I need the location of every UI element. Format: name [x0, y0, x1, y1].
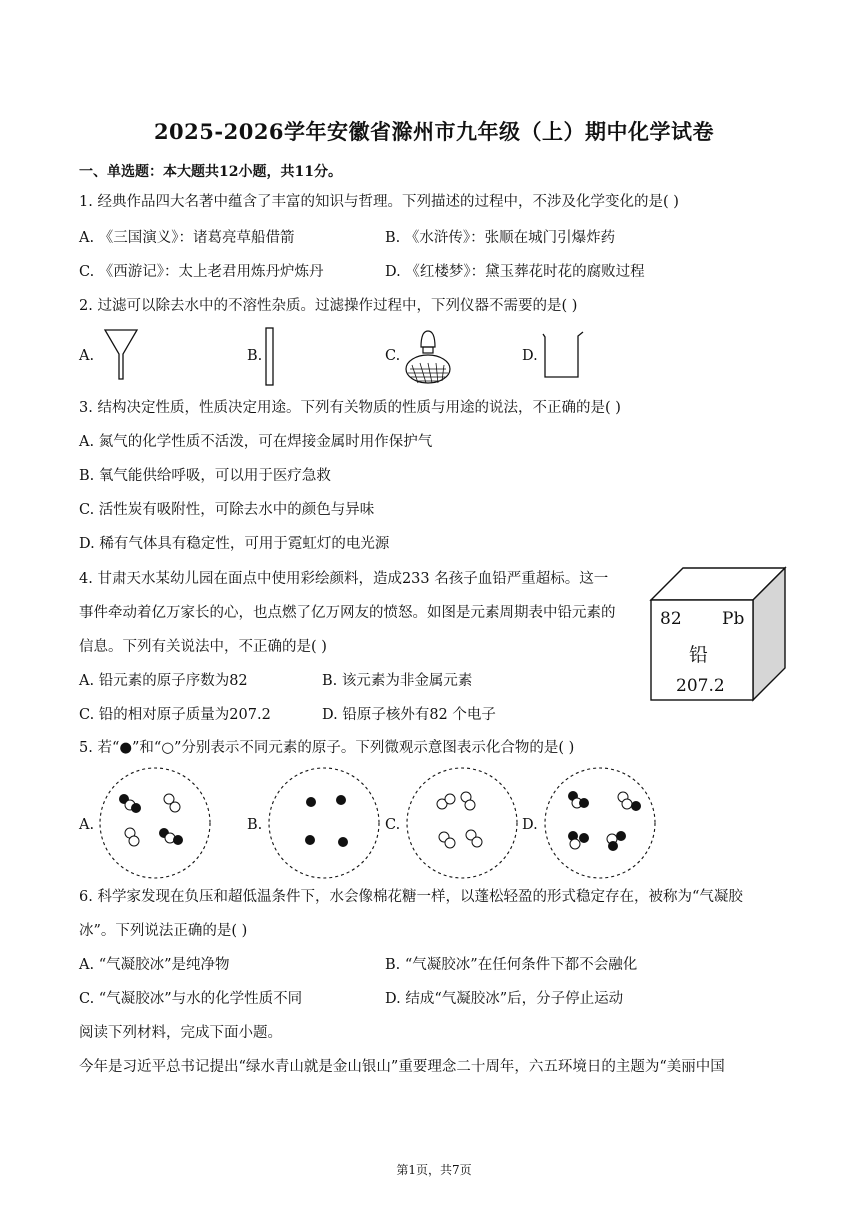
beaker-diagram	[540, 331, 586, 379]
q6-option-b: B. “气凝胶冰”在任何条件下都不会融化	[385, 957, 638, 973]
glass-rod-diagram	[265, 327, 275, 387]
q5-option-b-label: B.	[247, 817, 263, 833]
q5-option-c-label: C.	[385, 817, 401, 833]
q2-option-b-label: B.	[247, 348, 263, 364]
q1-option-a: A. 《三国演义》：诸葛亮草船借箭	[79, 230, 295, 246]
particle-diagram-c	[404, 766, 522, 884]
q1-option-d: D. 《红楼梦》：黛玉葬花时花的腐败过程	[385, 264, 645, 280]
alcohol-lamp-diagram	[402, 325, 454, 385]
reading-instruction: 阅读下列材料，完成下面小题。	[79, 1025, 282, 1041]
q3-option-c: C. 活性炭有吸附性，可除去水中的颜色与异味	[79, 502, 375, 518]
element-atomic-number: 82	[660, 609, 682, 629]
element-name: 铅	[689, 644, 709, 666]
q6-option-d: D. 结成“气凝胶冰”后，分子停止运动	[385, 991, 624, 1007]
reading-passage: 今年是习近平总书记提出“绿水青山就是金山银山”重要理念二十周年，六五环境日的主题为“美丽中国	[79, 1059, 725, 1075]
page-footer: 第1页，共7页	[396, 1163, 472, 1177]
q4-stem-line3: 信息。下列有关说法中，不正确的是( )	[79, 639, 327, 655]
q4-option-a: A. 铅元素的原子序数为82	[79, 673, 248, 689]
q5-stem: 5. 若“●”和“○”分别表示不同元素的原子。下列微观示意图表示化合物的是( )	[79, 740, 575, 756]
q2-option-a-label: A.	[79, 348, 95, 364]
q2-option-c-label: C.	[385, 348, 401, 364]
q5-option-a-label: A.	[79, 817, 95, 833]
q3-stem: 3. 结构决定性质，性质决定用途。下列有关物质的性质与用途的说法，不正确的是( )	[79, 400, 621, 416]
q6-option-a: A. “气凝胶冰”是纯净物	[79, 957, 230, 973]
section-heading: 一、单选题：本大题共12小题，共11分。	[79, 164, 342, 180]
element-symbol: Pb	[722, 609, 745, 629]
particle-diagram-b	[266, 766, 384, 884]
q4-option-b: B. 该元素为非金属元素	[322, 673, 473, 689]
q1-option-c: C. 《西游记》：太上老君用炼丹炉炼丹	[79, 264, 324, 280]
q6-option-c: C. “气凝胶冰”与水的化学性质不同	[79, 991, 303, 1007]
q1-option-b: B. 《水浒传》：张顺在城门引爆炸药	[385, 230, 616, 246]
q3-option-a: A. 氮气的化学性质不活泼，可在焊接金属时用作保护气	[79, 434, 433, 450]
particle-diagram-d	[542, 766, 660, 884]
q4-stem-line2: 事件牵动着亿万家长的心，也点燃了亿万网友的愤怒。如图是元素周期表中铅元素的	[79, 605, 616, 621]
q2-option-d-label: D.	[522, 348, 538, 364]
funnel-diagram	[104, 329, 138, 381]
q4-stem-line1: 4. 甘肃天水某幼儿园在面点中使用彩绘颜料，造成233 名孩子血铅严重超标。这一	[79, 571, 609, 587]
q3-option-d: D. 稀有气体具有稳定性，可用于霓虹灯的电光源	[79, 536, 390, 552]
page-title: 2025-2026学年安徽省滁州市九年级（上）期中化学试卷	[153, 119, 715, 144]
q3-option-b: B. 氧气能供给呼吸，可以用于医疗急救	[79, 468, 331, 484]
q6-stem-line1: 6. 科学家发现在负压和超低温条件下，水会像棉花糖一样，以蓬松轻盈的形式稳定存在，被称为“气凝胶	[79, 889, 743, 905]
q2-stem: 2. 过滤可以除去水中的不溶性杂质。过滤操作过程中，下列仪器不需要的是( )	[79, 298, 578, 314]
q5-option-d-label: D.	[522, 817, 538, 833]
q4-option-d: D. 铅原子核外有82 个电子	[322, 707, 496, 723]
element-atomic-mass: 207.2	[676, 676, 725, 696]
q6-stem-line2: 冰”。下列说法正确的是( )	[79, 923, 248, 939]
q1-stem: 1. 经典作品四大名著中蕴含了丰富的知识与哲理。下列描述的过程中，不涉及化学变化的是( )	[79, 194, 679, 210]
particle-diagram-a	[97, 766, 215, 884]
q4-option-c: C. 铅的相对原子质量为207.2	[79, 707, 271, 723]
